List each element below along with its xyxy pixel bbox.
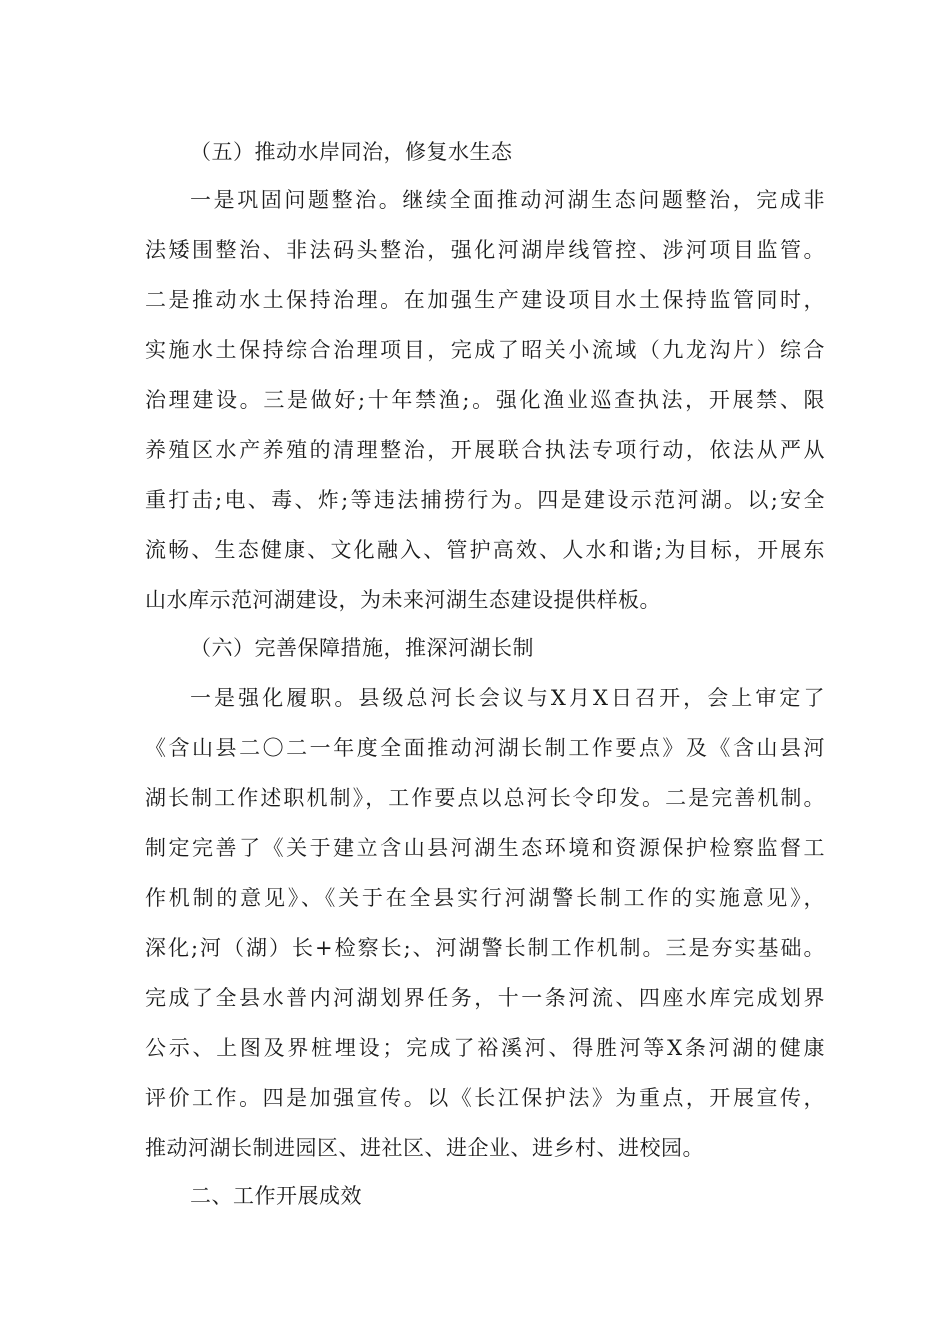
- paragraph-line: 作机制的意见》、《关于在全县实行河湖警长制工作的实施意见》，: [145, 886, 825, 910]
- section-heading-6: （六）完善保障措施，推深河湖长制: [190, 636, 534, 660]
- section-heading-2: 二、工作开展成效: [190, 1184, 362, 1208]
- paragraph-line: 一是强化履职。县级总河长会议与X月X日召开，会上审定了: [190, 686, 825, 710]
- paragraph-line: 实施水土保持综合治理项目，完成了昭关小流域（九龙沟片）综合: [145, 338, 825, 362]
- paragraph-line: 推动河湖长制进园区、进社区、进企业、进乡村、进校园。: [145, 1136, 704, 1160]
- paragraph-line: 一是巩固问题整治。继续全面推动河湖生态问题整治，完成非: [190, 188, 825, 212]
- paragraph-line: 流畅、生态健康、文化融入、管护高效、人水和谐;为目标，开展东: [145, 538, 825, 562]
- paragraph-line: 完成了全县水普内河湖划界任务，十一条河流、四座水库完成划界: [145, 986, 825, 1010]
- paragraph-line: 治理建设。三是做好;十年禁渔;。强化渔业巡查执法，开展禁、限: [145, 388, 825, 412]
- paragraph-line: 《含山县二〇二一年度全面推动河湖长制工作要点》及《含山县河: [145, 736, 825, 760]
- paragraph-line: 山水库示范河湖建设，为未来河湖生态建设提供样板。: [145, 588, 661, 612]
- paragraph-line: 二是推动水土保持治理。在加强生产建设项目水土保持监管同时，: [145, 288, 825, 312]
- paragraph-line: 深化;河（湖）长+检察长;、河湖警长制工作机制。三是夯实基础。: [145, 936, 825, 960]
- paragraph-line: 湖长制工作述职机制》，工作要点以总河长令印发。二是完善机制。: [145, 786, 825, 810]
- paragraph-line: 重打击;电、毒、炸;等违法捕捞行为。四是建设示范河湖。以;安全: [145, 488, 825, 512]
- paragraph-line: 制定完善了《关于建立含山县河湖生态环境和资源保护检察监督工: [145, 836, 825, 860]
- paragraph-line: 养殖区水产养殖的清理整治，开展联合执法专项行动，依法从严从: [145, 438, 825, 462]
- section-heading-5: （五）推动水岸同治，修复水生态: [190, 140, 513, 164]
- paragraph-line: 评价工作。四是加强宣传。以《长江保护法》为重点，开展宣传，: [145, 1086, 825, 1110]
- paragraph-line: 法矮围整治、非法码头整治，强化河湖岸线管控、涉河项目监管。: [145, 238, 825, 262]
- paragraph-line: 公示、上图及界桩埋设；完成了裕溪河、得胜河等X条河湖的健康: [145, 1036, 825, 1060]
